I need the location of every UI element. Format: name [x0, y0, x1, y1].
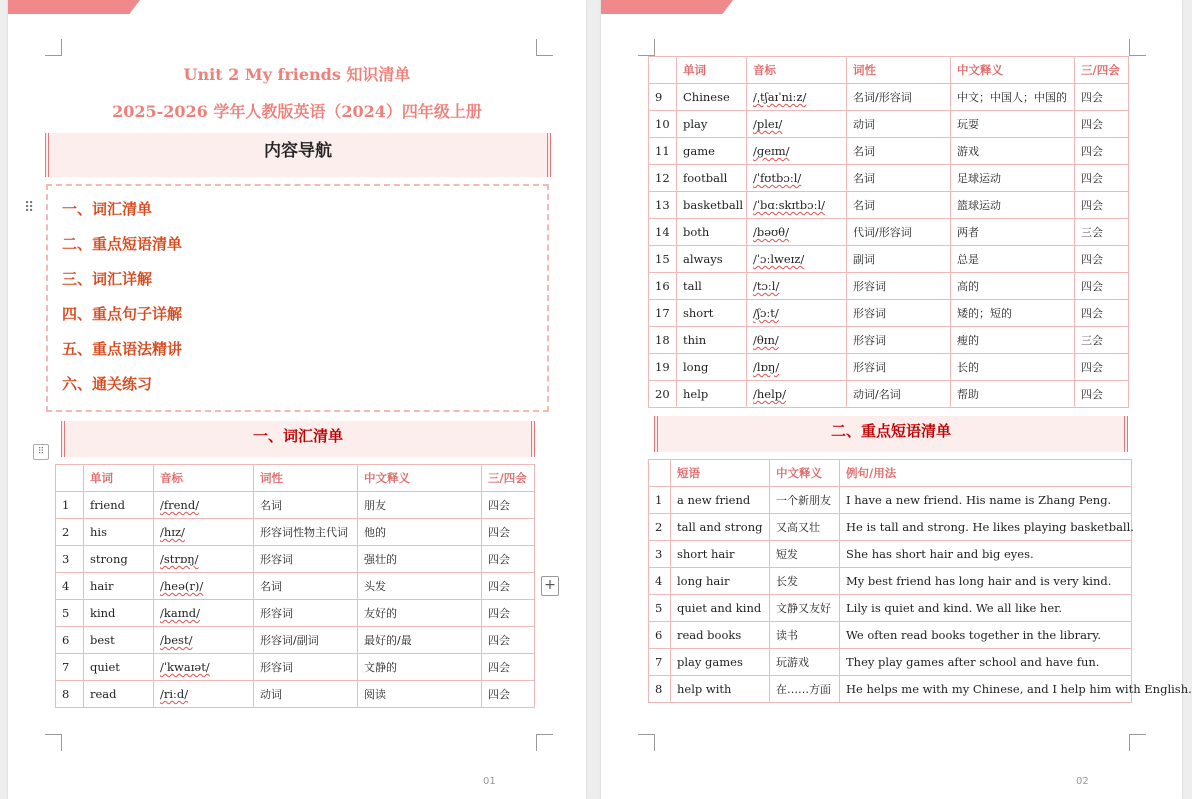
cell-pos: 动词: [254, 681, 358, 708]
cell-level: 四会: [1075, 273, 1129, 300]
cell-level: 四会: [1075, 381, 1129, 408]
cell-index: 14: [649, 219, 677, 246]
cell-meaning: 文静的: [358, 654, 482, 681]
header-ribbon: [8, 0, 140, 14]
cell-pos: 副词: [847, 246, 951, 273]
table-row: [649, 84, 1129, 111]
cell-pos: 形容词: [847, 273, 951, 300]
cell-phonetic: /ɡeɪm/: [747, 138, 847, 165]
table-row: [649, 246, 1129, 273]
cell-level: 四会: [482, 681, 535, 708]
margin-corner-mark: [45, 734, 62, 751]
nav-list: [46, 184, 549, 412]
cell-word: help: [677, 381, 747, 408]
cell-level: 三会: [1075, 327, 1129, 354]
table-header-row: [649, 57, 1129, 84]
cell-index: 13: [649, 192, 677, 219]
cell-meaning: 读书: [770, 622, 840, 649]
cell-level: 四会: [482, 519, 535, 546]
cell-phonetic: /ˈbɑːskɪtbɔːl/: [747, 192, 847, 219]
cell-level: 四会: [482, 600, 535, 627]
cell-phrase: quiet and kind: [671, 595, 770, 622]
table-row: [56, 546, 535, 573]
cell-meaning: 足球运动: [951, 165, 1075, 192]
cell-example: She has short hair and big eyes.: [840, 541, 1132, 568]
cell-level: 四会: [482, 573, 535, 600]
col-header-level: 三/四会: [482, 465, 535, 492]
cell-phrase: a new friend: [671, 487, 770, 514]
table-row: [649, 111, 1129, 138]
section-heading-phrases: 二、重点短语清单: [654, 416, 1128, 452]
document-page-1: [8, 0, 586, 799]
col-header-index: [649, 57, 677, 84]
cell-meaning: 篮球运动: [951, 192, 1075, 219]
cell-phrase: help with: [671, 676, 770, 703]
cell-index: 2: [56, 519, 84, 546]
cell-meaning: 一个新朋友: [770, 487, 840, 514]
cell-pos: 形容词: [847, 354, 951, 381]
cell-phonetic: /ˈkwaɪət/: [154, 654, 254, 681]
cell-level: 四会: [482, 654, 535, 681]
cell-level: 四会: [482, 627, 535, 654]
vocabulary-table-part1: [55, 464, 535, 708]
cell-meaning: 玩耍: [951, 111, 1075, 138]
cell-meaning: 瘦的: [951, 327, 1075, 354]
cell-phrase: tall and strong: [671, 514, 770, 541]
cell-pos: 形容词: [254, 600, 358, 627]
col-header-meaning: 中文释义: [951, 57, 1075, 84]
cell-index: 17: [649, 300, 677, 327]
cell-word: read: [84, 681, 154, 708]
nav-item-sentences[interactable]: 四、重点句子详解: [62, 305, 183, 323]
cell-index: 7: [649, 649, 671, 676]
cell-phonetic: /lɒŋ/: [747, 354, 847, 381]
cell-pos: 形容词: [847, 300, 951, 327]
cell-phonetic: /help/: [747, 381, 847, 408]
cell-word: Chinese: [677, 84, 747, 111]
cell-word: play: [677, 111, 747, 138]
cell-pos: 名词: [254, 492, 358, 519]
cell-word: always: [677, 246, 747, 273]
cell-word: quiet: [84, 654, 154, 681]
table-row: [649, 568, 1132, 595]
cell-level: 四会: [1075, 138, 1129, 165]
cell-pos: 形容词: [254, 654, 358, 681]
table-row: [56, 654, 535, 681]
table-row: [56, 627, 535, 654]
cell-phonetic: /kaɪnd/: [154, 600, 254, 627]
cell-phrase: read books: [671, 622, 770, 649]
cell-phonetic: /θɪn/: [747, 327, 847, 354]
section-heading-vocabulary: 一、词汇清单: [61, 421, 535, 457]
cell-meaning: 短发: [770, 541, 840, 568]
cell-pos: 名词: [847, 192, 951, 219]
cell-phonetic: /ˈfʊtbɔːl/: [747, 165, 847, 192]
cell-meaning: 又高又壮: [770, 514, 840, 541]
page-number: 01: [483, 776, 496, 787]
cell-phonetic: /ˌtʃaɪˈniːz/: [747, 84, 847, 111]
table-row: [649, 622, 1132, 649]
col-header-word: 单词: [84, 465, 154, 492]
col-header-phonetic: 音标: [154, 465, 254, 492]
cell-meaning: 中文；中国人；中国的: [951, 84, 1075, 111]
cell-word: football: [677, 165, 747, 192]
cell-level: 四会: [1075, 165, 1129, 192]
cell-meaning: 阅读: [358, 681, 482, 708]
cell-phrase: long hair: [671, 568, 770, 595]
cell-pos: 动词: [847, 111, 951, 138]
col-header-example: 例句/用法: [840, 460, 1132, 487]
cell-phrase: play games: [671, 649, 770, 676]
cell-meaning: 头发: [358, 573, 482, 600]
cell-word: both: [677, 219, 747, 246]
col-header-pos: 词性: [254, 465, 358, 492]
cell-pos: 形容词性物主代词: [254, 519, 358, 546]
cell-index: 5: [649, 595, 671, 622]
table-header-row: [56, 465, 535, 492]
cell-example: My best friend has long hair and is very kind.: [840, 568, 1132, 595]
margin-corner-mark: [536, 39, 553, 56]
cell-index: 18: [649, 327, 677, 354]
header-ribbon: [601, 0, 733, 14]
cell-meaning: 长的: [951, 354, 1075, 381]
col-header-meaning: 中文释义: [770, 460, 840, 487]
cell-word: hair: [84, 573, 154, 600]
cell-phonetic: /ʃɔːt/: [747, 300, 847, 327]
cell-pos: 名词: [254, 573, 358, 600]
cell-word: long: [677, 354, 747, 381]
table-row: [649, 541, 1132, 568]
table-row: [649, 354, 1129, 381]
margin-corner-mark: [1129, 39, 1146, 56]
table-row: [56, 492, 535, 519]
margin-corner-mark: [1129, 734, 1146, 751]
cell-index: 7: [56, 654, 84, 681]
cell-index: 1: [56, 492, 84, 519]
margin-corner-mark: [536, 734, 553, 751]
cell-level: 四会: [1075, 300, 1129, 327]
cell-phonetic: /tɔːl/: [747, 273, 847, 300]
cell-phrase: short hair: [671, 541, 770, 568]
cell-meaning: 总是: [951, 246, 1075, 273]
cell-example: Lily is quiet and kind. We all like her.: [840, 595, 1132, 622]
table-row: [649, 381, 1129, 408]
table-row: [56, 519, 535, 546]
cell-meaning: 帮助: [951, 381, 1075, 408]
cell-phonetic: /bəʊθ/: [747, 219, 847, 246]
table-row: [649, 300, 1129, 327]
cell-index: 2: [649, 514, 671, 541]
table-row: [56, 573, 535, 600]
cell-level: 四会: [482, 492, 535, 519]
cell-index: 5: [56, 600, 84, 627]
cell-level: 四会: [1075, 111, 1129, 138]
col-header-phonetic: 音标: [747, 57, 847, 84]
cell-level: 四会: [1075, 246, 1129, 273]
table-row: [649, 219, 1129, 246]
page-number: 02: [1076, 776, 1089, 787]
col-header-level: 三/四会: [1075, 57, 1129, 84]
cell-meaning: 两者: [951, 219, 1075, 246]
document-title: Unit 2 My friends 知识清单: [183, 65, 411, 84]
cell-level: 三会: [1075, 219, 1129, 246]
cell-index: 11: [649, 138, 677, 165]
table-row: [56, 600, 535, 627]
cell-pos: 动词/名词: [847, 381, 951, 408]
cell-example: He helps me with my Chinese, and I help him with English.: [840, 676, 1132, 703]
cell-pos: 名词/形容词: [847, 84, 951, 111]
cell-meaning: 在……方面: [770, 676, 840, 703]
cell-word: kind: [84, 600, 154, 627]
cell-index: 15: [649, 246, 677, 273]
cell-pos: 形容词/副词: [254, 627, 358, 654]
cell-index: 3: [649, 541, 671, 568]
table-row: [649, 676, 1132, 703]
cell-phonetic: /best/: [154, 627, 254, 654]
cell-word: strong: [84, 546, 154, 573]
cell-word: game: [677, 138, 747, 165]
cell-level: 四会: [1075, 84, 1129, 111]
cell-pos: 形容词: [254, 546, 358, 573]
cell-phonetic: /riːd/: [154, 681, 254, 708]
table-handle-icon[interactable]: ⠿: [33, 444, 49, 460]
cell-word: basketball: [677, 192, 747, 219]
cell-example: They play games after school and have fun.: [840, 649, 1132, 676]
cell-pos: 代词/形容词: [847, 219, 951, 246]
table-row: [649, 165, 1129, 192]
phrase-table: [648, 459, 1192, 703]
cell-phonetic: /heə(r)/: [154, 573, 254, 600]
table-row: [649, 327, 1129, 354]
cell-meaning: 朋友: [358, 492, 482, 519]
cell-index: 3: [56, 546, 84, 573]
margin-corner-mark: [638, 39, 655, 56]
cell-level: 四会: [1075, 192, 1129, 219]
table-row: [56, 681, 535, 708]
cell-pos: 名词: [847, 138, 951, 165]
nav-heading: 内容导航: [45, 133, 551, 177]
table-row: [649, 138, 1129, 165]
col-header-pos: 词性: [847, 57, 951, 84]
cell-word: friend: [84, 492, 154, 519]
col-header-word: 单词: [677, 57, 747, 84]
cell-word: short: [677, 300, 747, 327]
cell-meaning: 他的: [358, 519, 482, 546]
table-row: [649, 514, 1132, 541]
nav-item-phrases[interactable]: 二、重点短语清单: [62, 235, 183, 253]
col-header-index: [649, 460, 671, 487]
cell-index: 8: [56, 681, 84, 708]
table-row: [649, 192, 1129, 219]
table-row: [649, 649, 1132, 676]
vocabulary-table-part2: [648, 56, 1129, 408]
table-row: [649, 487, 1132, 514]
cell-index: 6: [649, 622, 671, 649]
cell-phonetic: /hɪz/: [154, 519, 254, 546]
cell-phonetic: /ˈɔːlweɪz/: [747, 246, 847, 273]
cell-phonetic: /pleɪ/: [747, 111, 847, 138]
add-column-icon[interactable]: +: [541, 576, 559, 596]
cell-meaning: 游戏: [951, 138, 1075, 165]
cell-index: 8: [649, 676, 671, 703]
cell-meaning: 文静又友好: [770, 595, 840, 622]
cell-meaning: 矮的；短的: [951, 300, 1075, 327]
cell-index: 20: [649, 381, 677, 408]
cell-index: 6: [56, 627, 84, 654]
cell-index: 1: [649, 487, 671, 514]
cell-index: 19: [649, 354, 677, 381]
cell-index: 9: [649, 84, 677, 111]
cell-index: 4: [56, 573, 84, 600]
margin-corner-mark: [638, 734, 655, 751]
col-header-index: [56, 465, 84, 492]
cell-meaning: 高的: [951, 273, 1075, 300]
margin-corner-mark: [45, 39, 62, 56]
nav-item-exercises[interactable]: 六、通关练习: [62, 375, 153, 393]
cell-level: 四会: [482, 546, 535, 573]
drag-handle-icon[interactable]: ⠿: [24, 200, 35, 216]
cell-example: I have a new friend. His name is Zhang Peng.: [840, 487, 1132, 514]
table-row: [649, 273, 1129, 300]
cell-meaning: 友好的: [358, 600, 482, 627]
table-header-row: [649, 460, 1132, 487]
cell-example: We often read books together in the library.: [840, 622, 1132, 649]
cell-phonetic: /frend/: [154, 492, 254, 519]
nav-item-vocabulary[interactable]: 一、词汇清单: [62, 200, 153, 218]
cell-level: 四会: [1075, 354, 1129, 381]
cell-meaning: 玩游戏: [770, 649, 840, 676]
document-subtitle: 2025-2026 学年人教版英语（2024）四年级上册: [112, 102, 482, 121]
cell-word: best: [84, 627, 154, 654]
cell-word: tall: [677, 273, 747, 300]
cell-phonetic: /strɒŋ/: [154, 546, 254, 573]
cell-index: 4: [649, 568, 671, 595]
cell-meaning: 强壮的: [358, 546, 482, 573]
cell-example: He is tall and strong. He likes playing basketball.: [840, 514, 1132, 541]
cell-word: his: [84, 519, 154, 546]
nav-item-word-details[interactable]: 三、词汇详解: [62, 270, 153, 288]
col-header-phrase: 短语: [671, 460, 770, 487]
cell-meaning: 最好的/最: [358, 627, 482, 654]
document-page-2: [601, 0, 1192, 799]
table-row: [649, 595, 1132, 622]
cell-index: 16: [649, 273, 677, 300]
col-header-meaning: 中文释义: [358, 465, 482, 492]
cell-pos: 形容词: [847, 327, 951, 354]
cell-word: thin: [677, 327, 747, 354]
cell-index: 10: [649, 111, 677, 138]
cell-index: 12: [649, 165, 677, 192]
nav-item-grammar[interactable]: 五、重点语法精讲: [62, 340, 183, 358]
cell-meaning: 长发: [770, 568, 840, 595]
cell-pos: 名词: [847, 165, 951, 192]
